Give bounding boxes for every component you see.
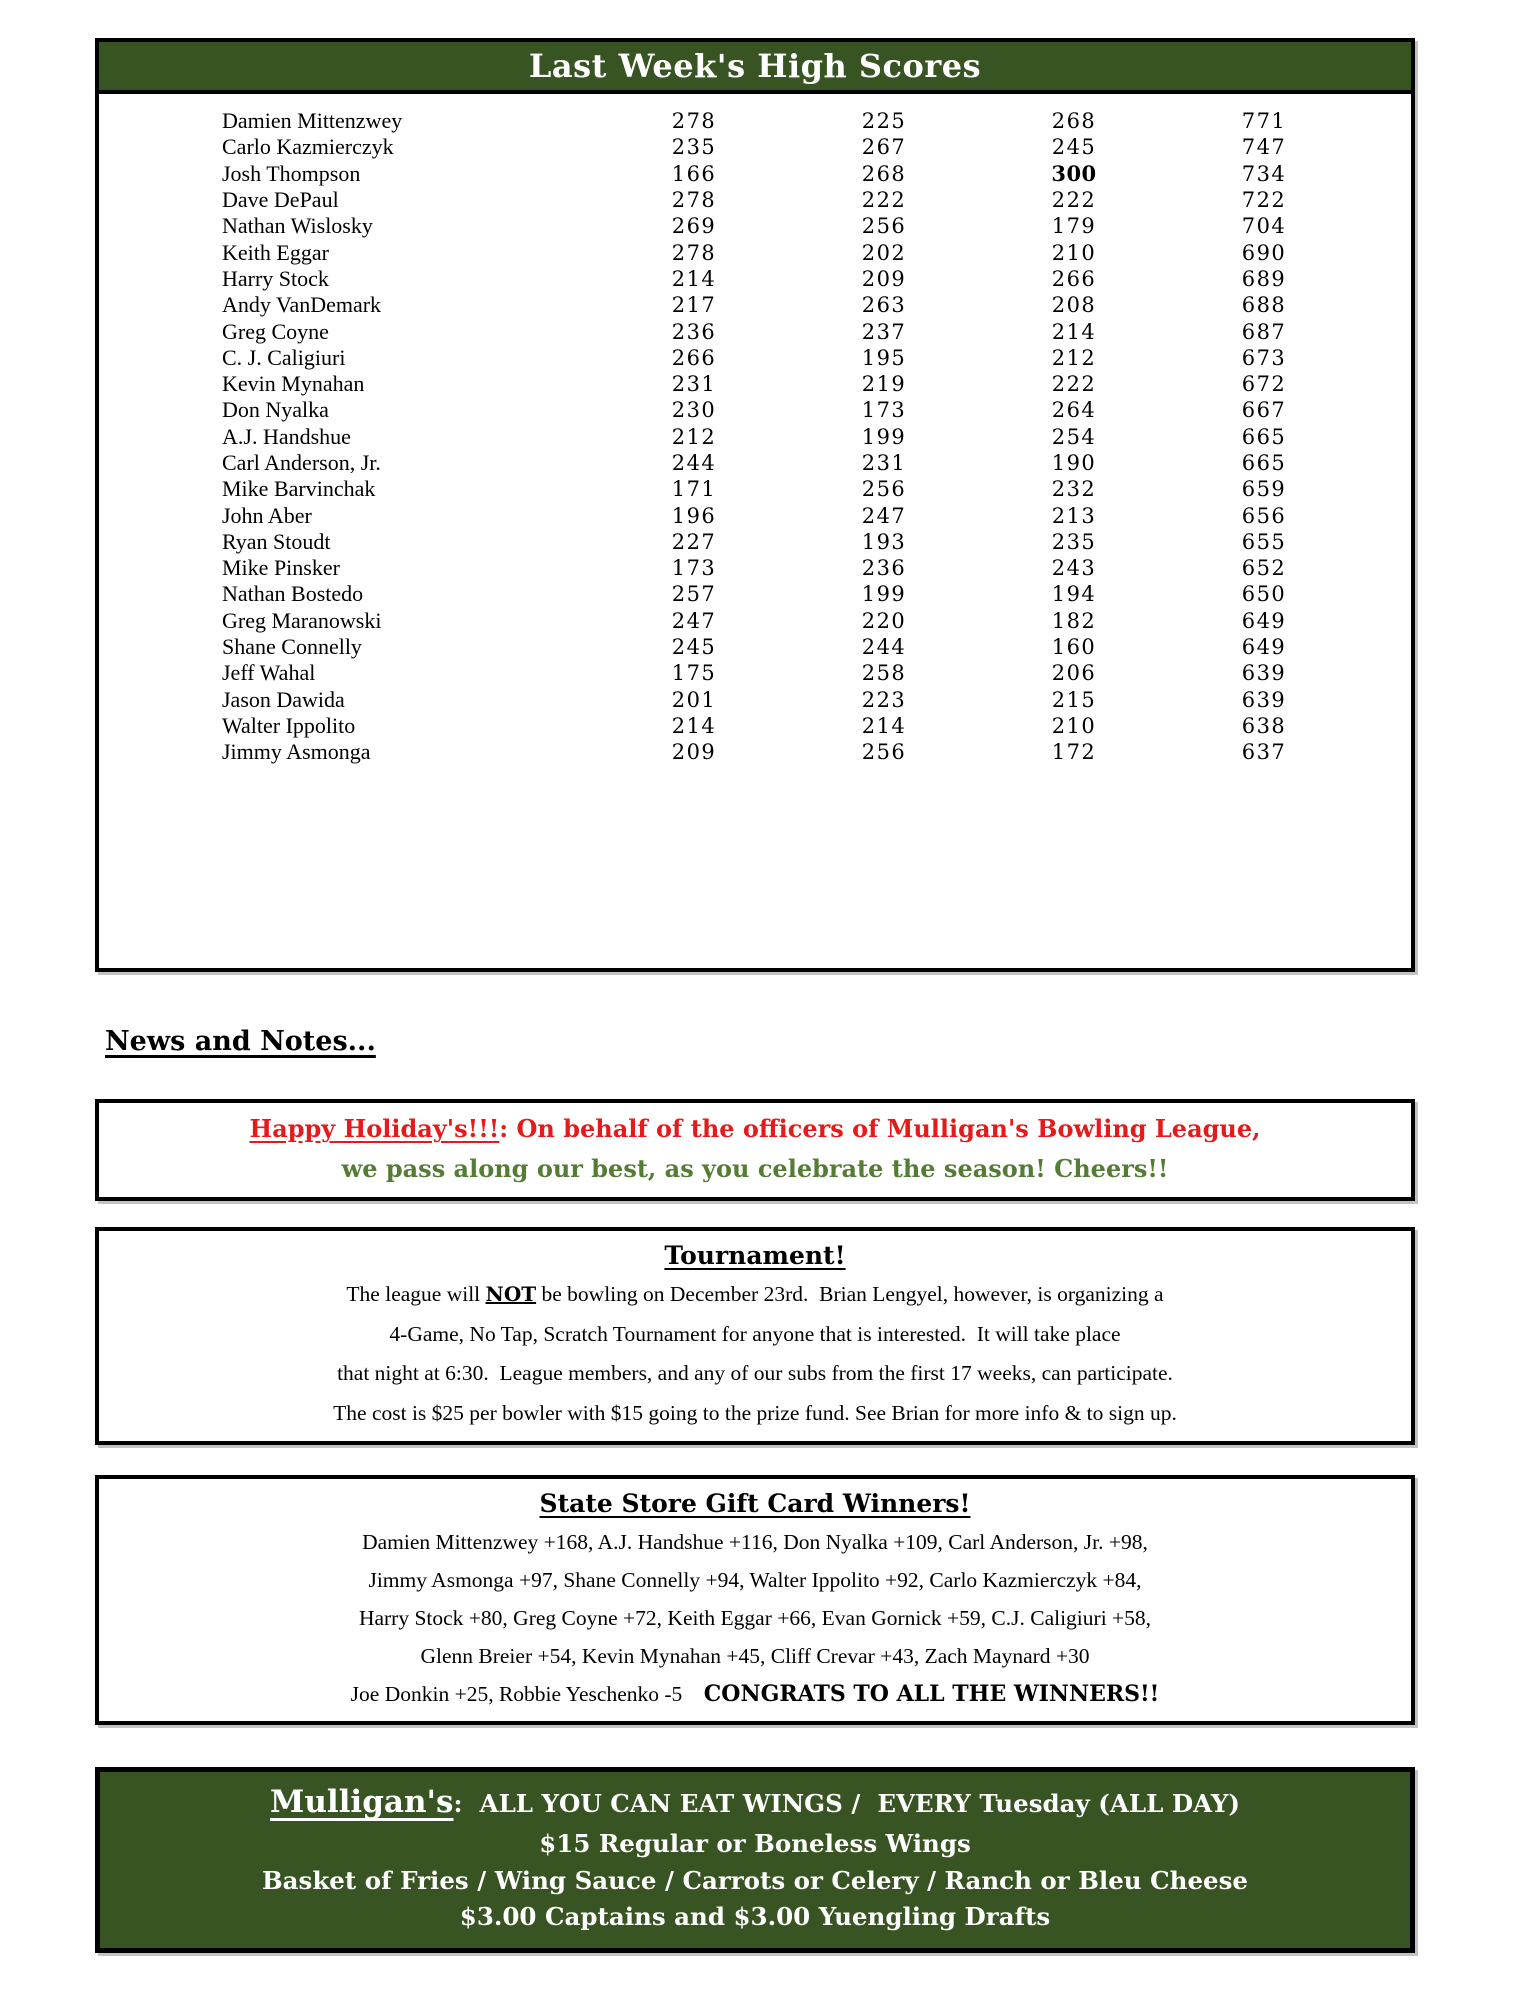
game-1-score: 235 (671, 135, 717, 160)
game-2-score: 223 (861, 687, 907, 712)
player-name: Carlo Kazmierczyk (222, 134, 394, 160)
game-1-score: 278 (671, 188, 717, 213)
game-2-score: 222 (861, 188, 907, 213)
game-3-score: 214 (1051, 319, 1097, 344)
game-3-score: 243 (1051, 556, 1097, 581)
player-name: C. J. Caligiuri (222, 344, 346, 370)
game-3-score: 213 (1051, 503, 1097, 528)
game-3-score: 235 (1051, 529, 1097, 554)
score-row (99, 608, 1411, 634)
game-2-score: 202 (861, 240, 907, 265)
game-2-score: 173 (861, 398, 907, 423)
series-total: 655 (1241, 529, 1287, 554)
series-total: 665 (1241, 451, 1287, 475)
game-2-score: 267 (861, 135, 907, 160)
holiday-lead-rest: : On behalf of the officers of Mulligan's Bowling League, (499, 1114, 1261, 1144)
series-total: 747 (1241, 135, 1287, 160)
score-row (99, 397, 1411, 423)
player-name: Andy VanDemark (222, 292, 382, 318)
player-name: Keith Eggar (222, 239, 329, 265)
score-row (99, 660, 1411, 686)
promo-line-1-rest: : ALL YOU CAN EAT WINGS / EVERY Tuesday (ALL DAY) (453, 1789, 1240, 1819)
game-3-score: 264 (1051, 398, 1097, 423)
game-2-score: 195 (861, 345, 907, 370)
mulligans-promo-box (95, 1767, 1415, 1953)
game-1-score: 201 (671, 687, 717, 712)
high-scores-table (99, 94, 1411, 968)
mulligans-brand: Mulligan's (270, 1784, 454, 1821)
game-3-score: 190 (1051, 451, 1097, 475)
series-total: 687 (1241, 319, 1287, 344)
game-3-score: 208 (1051, 293, 1097, 318)
game-2-score: 244 (861, 635, 907, 660)
game-2-score: 214 (861, 713, 907, 738)
game-1-score: 245 (671, 635, 717, 660)
score-row (99, 161, 1411, 187)
holiday-line-2: we pass along our best, as you celebrate the season! Cheers!! (341, 1154, 1169, 1184)
score-row (99, 502, 1411, 528)
game-1-score: 278 (671, 240, 717, 265)
series-total: 689 (1241, 266, 1287, 291)
game-1-score: 247 (671, 608, 717, 633)
gift-card-line-5-names: Joe Donkin +25, Robbie Yeschenko -5 (350, 1682, 704, 1707)
player-name: Jimmy Asmonga (222, 739, 371, 765)
tournament-line-3: that night at 6:30. League members, and any of our subs from the first 17 weeks, can participate. (337, 1361, 1173, 1386)
score-row (99, 292, 1411, 318)
score-row (99, 634, 1411, 660)
game-2-score: 199 (861, 424, 907, 449)
game-1-score: 278 (671, 109, 717, 134)
game-1-score: 214 (671, 713, 717, 738)
score-row (99, 581, 1411, 607)
gift-card-line-1: Damien Mittenzwey +168, A.J. Handshue +116, Don Nyalka +109, Carl Anderson, Jr. +98, (362, 1530, 1148, 1555)
series-total: 639 (1241, 661, 1287, 686)
player-name: Greg Maranowski (222, 607, 382, 633)
series-total: 688 (1241, 293, 1287, 318)
game-2-score: 256 (861, 740, 907, 765)
game-1-score: 175 (671, 661, 717, 686)
player-name: Greg Coyne (222, 318, 329, 344)
game-2-score: 236 (861, 556, 907, 581)
game-1-score: 196 (671, 503, 717, 528)
series-total: 667 (1241, 398, 1287, 423)
series-total: 704 (1241, 214, 1287, 239)
player-name: John Aber (222, 502, 312, 528)
game-3-score: 215 (1051, 687, 1097, 712)
game-2-score: 219 (861, 372, 907, 397)
player-name: Jason Dawida (222, 686, 345, 712)
game-2-score: 247 (861, 503, 907, 528)
game-3-score: 194 (1051, 582, 1097, 607)
game-1-score: 214 (671, 266, 717, 291)
player-name: Mike Pinsker (222, 555, 340, 581)
player-name: Walter Ippolito (222, 712, 356, 738)
game-3-score: 160 (1051, 635, 1097, 660)
series-total: 652 (1241, 556, 1287, 581)
player-name: Carl Anderson, Jr. (222, 450, 381, 475)
series-total: 659 (1241, 477, 1287, 502)
holiday-lead: Happy Holiday's!!! (249, 1114, 500, 1144)
game-3-score: 210 (1051, 240, 1097, 265)
score-row (99, 529, 1411, 555)
player-name: Nathan Bostedo (222, 581, 364, 607)
high-scores-title: Last Week's High Scores (528, 47, 982, 85)
series-total: 639 (1241, 687, 1287, 712)
series-total: 650 (1241, 582, 1287, 607)
series-total: 637 (1241, 740, 1287, 765)
series-total: 722 (1241, 188, 1287, 213)
game-3-score: 268 (1051, 109, 1097, 134)
game-2-score: 256 (861, 477, 907, 502)
game-2-score: 193 (861, 529, 907, 554)
series-total: 672 (1241, 372, 1287, 397)
game-3-score: 222 (1051, 372, 1097, 397)
player-name: Josh Thompson (222, 160, 361, 186)
score-row (99, 187, 1411, 213)
player-name: Don Nyalka (222, 397, 329, 423)
tournament-line-4: The cost is $25 per bowler with $15 going to the prize fund. See Brian for more info & to sign up. (333, 1400, 1177, 1425)
game-2-score: 231 (861, 451, 907, 475)
series-total: 665 (1241, 424, 1287, 449)
game-1-score: 269 (671, 214, 717, 239)
tournament-not-emphasis: NOT (485, 1282, 537, 1307)
player-name: Kevin Mynahan (222, 371, 365, 397)
series-total: 649 (1241, 608, 1287, 633)
series-total: 734 (1241, 161, 1287, 186)
score-row (99, 318, 1411, 344)
holiday-line-1 (99, 1109, 1411, 1149)
game-2-score: 263 (861, 293, 907, 318)
gift-card-title: State Store Gift Card Winners! (539, 1489, 971, 1519)
game-3-score: 222 (1051, 188, 1097, 213)
game-3-score: 172 (1051, 740, 1097, 765)
game-1-score: 171 (671, 477, 717, 502)
game-3-score: 300 (1051, 161, 1097, 187)
score-row (99, 450, 1411, 476)
game-2-score: 268 (861, 161, 907, 186)
promo-line-1 (100, 1780, 1410, 1826)
series-total: 649 (1241, 635, 1287, 660)
game-3-score: 212 (1051, 345, 1097, 370)
game-2-score: 258 (861, 661, 907, 686)
series-total: 638 (1241, 713, 1287, 738)
gift-card-line-5 (99, 1675, 1411, 1713)
game-1-score: 212 (671, 424, 717, 449)
gift-card-winners-box (95, 1475, 1415, 1725)
holiday-message-box (95, 1099, 1415, 1201)
score-row (99, 266, 1411, 292)
game-2-score: 225 (861, 109, 907, 134)
game-2-score: 209 (861, 266, 907, 291)
gift-card-line-4: Glenn Breier +54, Kevin Mynahan +45, Cliff Crevar +43, Zach Maynard +30 (420, 1644, 1090, 1669)
player-name: Dave DePaul (222, 187, 339, 213)
score-row (99, 345, 1411, 371)
player-name: Jeff Wahal (222, 660, 316, 686)
score-row (99, 213, 1411, 239)
high-scores-header (99, 42, 1411, 94)
tournament-title: Tournament! (664, 1241, 846, 1271)
game-2-score: 237 (861, 319, 907, 344)
game-1-score: 257 (671, 582, 717, 607)
score-row (99, 424, 1411, 450)
score-row (99, 555, 1411, 581)
game-2-score: 256 (861, 214, 907, 239)
player-name: Ryan Stoudt (222, 528, 331, 554)
game-2-score: 199 (861, 582, 907, 607)
game-1-score: 230 (671, 398, 717, 423)
promo-line-2: $15 Regular or Boneless Wings (539, 1829, 971, 1859)
game-3-score: 210 (1051, 713, 1097, 738)
tournament-line-2: 4-Game, No Tap, Scratch Tournament for anyone that is interested. It will take place (389, 1321, 1121, 1346)
score-row (99, 134, 1411, 160)
series-total: 690 (1241, 240, 1287, 265)
player-name: Shane Connelly (222, 634, 362, 660)
game-1-score: 231 (671, 372, 717, 397)
game-1-score: 209 (671, 740, 717, 765)
game-1-score: 244 (671, 451, 717, 475)
player-name: A.J. Handshue (222, 423, 351, 449)
game-3-score: 206 (1051, 661, 1097, 686)
game-1-score: 266 (671, 345, 717, 370)
congrats-text: CONGRATS TO ALL THE WINNERS!! (703, 1681, 1160, 1708)
game-3-score: 182 (1051, 608, 1097, 633)
score-row (99, 713, 1411, 739)
score-row (99, 239, 1411, 265)
score-row (99, 108, 1411, 134)
series-total: 771 (1241, 109, 1287, 134)
high-scores-box (95, 38, 1415, 972)
news-and-notes-heading: News and Notes... (105, 1026, 376, 1058)
series-total: 673 (1241, 345, 1287, 370)
game-3-score: 245 (1051, 135, 1097, 160)
score-row (99, 476, 1411, 502)
game-1-score: 227 (671, 529, 717, 554)
tournament-line-1-pre: The league will (346, 1282, 486, 1307)
game-2-score: 220 (861, 608, 907, 633)
series-total: 656 (1241, 503, 1287, 528)
score-row (99, 371, 1411, 397)
game-1-score: 166 (671, 161, 717, 186)
game-1-score: 173 (671, 556, 717, 581)
game-1-score: 217 (671, 293, 717, 318)
promo-line-4: $3.00 Captains and $3.00 Yuengling Drafts (459, 1902, 1051, 1932)
page (95, 38, 1415, 1953)
game-3-score: 266 (1051, 266, 1097, 291)
tournament-box (95, 1227, 1415, 1445)
game-3-score: 232 (1051, 477, 1097, 502)
game-3-score: 254 (1051, 424, 1097, 449)
player-name: Nathan Wislosky (222, 213, 373, 239)
game-1-score: 236 (671, 319, 717, 344)
tournament-line-1 (99, 1275, 1411, 1315)
promo-line-3: Basket of Fries / Wing Sauce / Carrots or Celery / Ranch or Bleu Cheese (261, 1865, 1249, 1895)
score-row (99, 687, 1411, 713)
player-name: Mike Barvinchak (222, 476, 376, 502)
score-row (99, 739, 1411, 765)
gift-card-line-2: Jimmy Asmonga +97, Shane Connelly +94, Walter Ippolito +92, Carlo Kazmierczyk +84, (368, 1568, 1142, 1593)
gift-card-line-3: Harry Stock +80, Greg Coyne +72, Keith Eggar +66, Evan Gornick +59, C.J. Caligiuri +58, (358, 1606, 1152, 1631)
game-3-score: 179 (1051, 214, 1097, 239)
player-name: Damien Mittenzwey (222, 108, 403, 134)
tournament-line-1-post: be bowling on December 23rd. Brian Lengyel, however, is organizing a (536, 1282, 1164, 1307)
player-name: Harry Stock (222, 265, 329, 291)
